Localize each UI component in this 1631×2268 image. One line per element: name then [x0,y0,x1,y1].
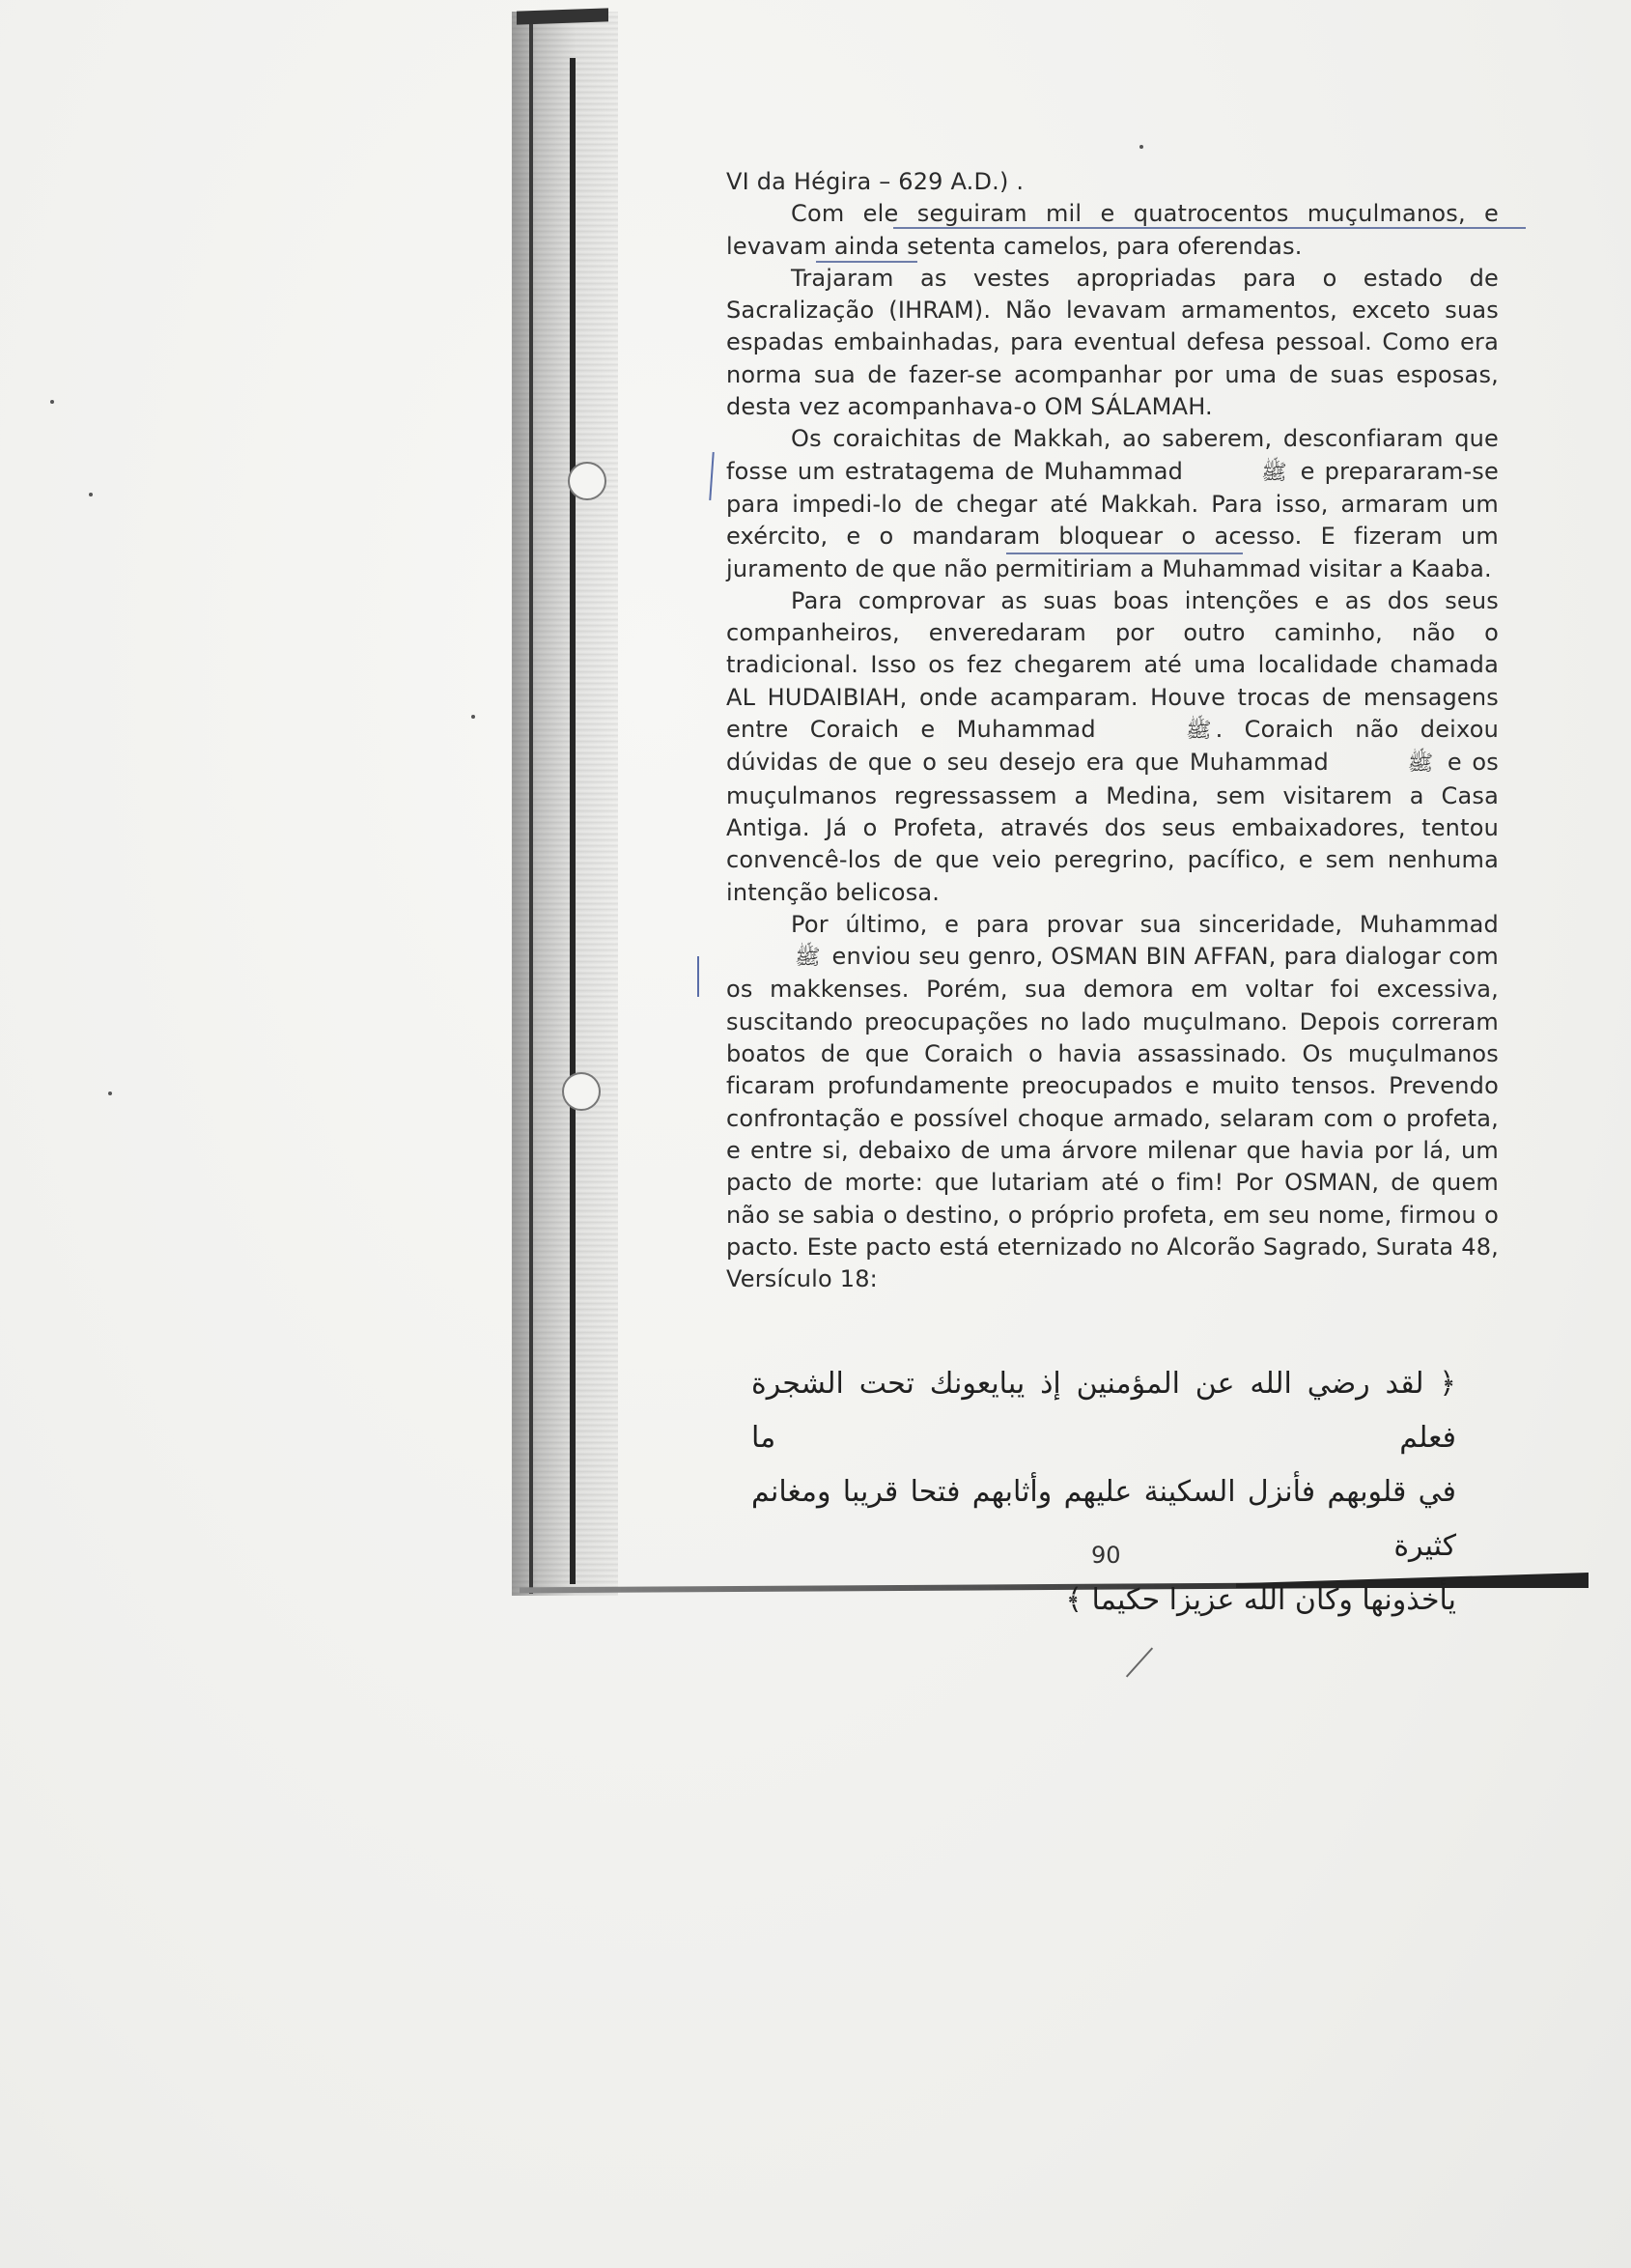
honorific-seal-icon: ﷺ [1186,719,1212,744]
margin-pen-mark-lower [697,956,699,997]
binding-edge-line [529,19,533,1594]
arabic-line: يأخذونها وكان الله عزيزا حكيما ﴾ [1065,1583,1456,1617]
photocopy-binding-shadow [512,12,618,1596]
binding-dark-line [570,58,576,1584]
paragraph [726,909,1499,1296]
scan-speck [471,715,475,719]
honorific-seal-icon: ﷺ [1407,751,1434,777]
paragraph-text: e os muçulmanos regressassem a Medina, sem visitarem a Casa Antiga. Já o Profeta, através dos seus embaixadores, tentou convencê-los de que veio peregrino, pacífico, e sem nenhuma intenção belicosa. [726,749,1499,906]
paragraph: Trajaram as vestes apropriadas para o estado de Sacralização (IHRAM). Não levavam armamentos, exceto suas espadas embainhadas, para eventual defesa pessoal. Como era norma sua de fazer-se acompanhar por uma de suas esposas, desta vez acompanhava-o OM SÁLAMAH. [726,264,1499,421]
paragraph-text: Para comprovar as suas boas intenções e as dos seus companheiros, enveredaram por outro caminho, não o tradicional. Isso os fez chegarem até uma localidade chamada AL HUDAIBIAH, onde acamparam. Houve trocas de mensagens entre Coraich e Muhammad [726,586,1499,744]
punch-hole-upper [568,462,606,500]
arabic-line: ﴿ لقد رضي الله عن المؤمنين إذ يبايعونك تحت الشجرة فعلم ما [751,1367,1456,1455]
margin-pen-mark-upper [709,452,714,500]
paragraph-text: Os coraichitas de Makkah, ao saberem, desconfiaram que fosse um estratagema de Muhammad [726,425,1499,485]
arabic-line: في قلوبهم فأنزل السكينة عليهم وأثابهم فتحا قريبا ومغانم كثيرة [751,1475,1456,1563]
stray-pen-stroke [1126,1647,1153,1677]
paragraph-text: enviou seu genro, OSMAN BIN AFFAN, para dialogar com os makkenses. Porém, sua demora em voltar foi excessiva, suscitando preocupações no lado muçulmano. Depois correram boatos de que Coraich o havia assassinado. Os muçulmanos ficaram profundamente preocupados e muito tensos. Prevendo confrontação e possível choque armado, selaram com o profeta, e entre si, debaixo de uma árvore milenar que havia por lá, um pacto de morte: que lutariam até o fim! Por OSMAN, de quem não se sabia o destino, o próprio profeta, em seu nome, firmou o pacto. Este pacto está eternizado no Alcorão Sagrado, Surata 48, Versículo 18: [726,943,1499,1293]
paragraph-text: e prepararam-se para impedi-lo de chegar até Makkah. Para isso, armaram um exército, e o mandaram bloquear o acesso. E fizeram um juramento de que não permitiriam a Muhammad visitar a Kaaba. [726,457,1499,582]
paragraph-text: Por último, e para provar sua sinceridade, Muhammad [791,910,1499,938]
body-text [726,166,1499,1295]
scan-speck [89,493,93,496]
honorific-seal-icon: ﷺ [1261,460,1287,485]
page-number: 90 [1091,1542,1121,1569]
paragraph: Com ele seguiram mil e quatrocentos muçulmanos, e levavam ainda setenta camelos, para oferendas. [726,200,1499,260]
honorific-seal-icon: ﷺ [795,946,821,971]
paragraph [726,423,1499,584]
scan-speck [1139,145,1143,149]
punch-hole-lower [562,1072,601,1111]
scan-speck [50,400,54,404]
paragraph-continuation: VI da Hégira – 629 A.D.) . [726,168,1025,195]
paragraph-text: . Coraich não deixou dúvidas de que o seu desejo era que Muhammad [726,716,1499,777]
paragraph [726,585,1499,909]
quran-verse [751,1357,1456,1628]
scan-speck [108,1091,112,1095]
